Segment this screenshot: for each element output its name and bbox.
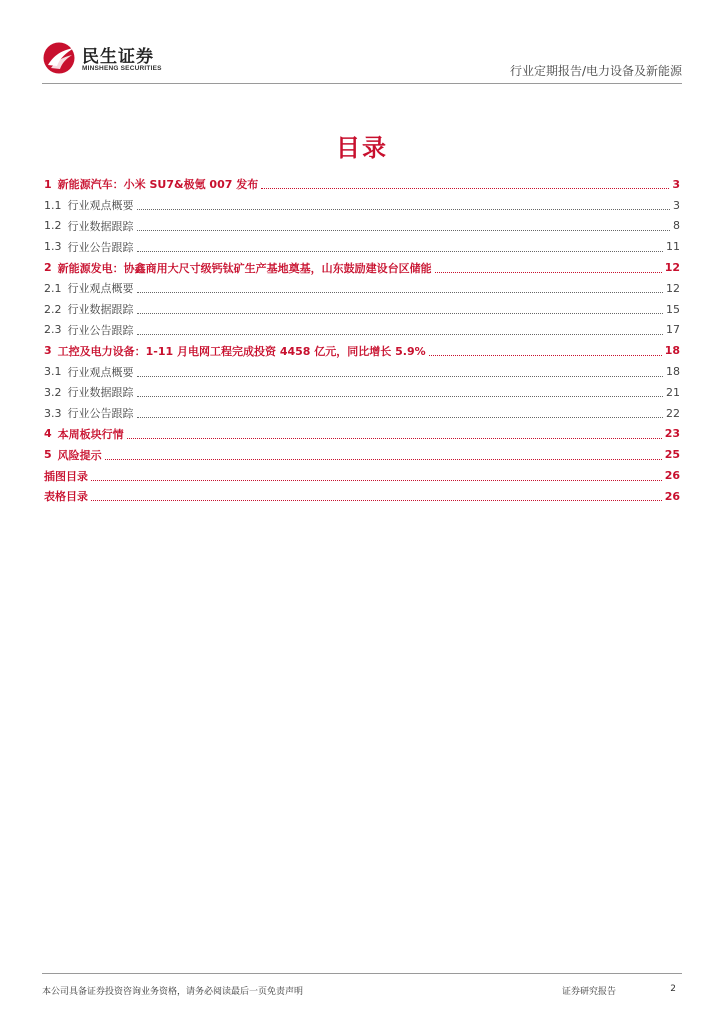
toc-entry-title: 行业公告跟踪 <box>67 323 134 337</box>
toc-dot-leader <box>429 354 662 356</box>
toc-entry-page: 23 <box>664 427 680 441</box>
toc-entry-title: 风险提示 <box>57 448 102 462</box>
company-name-en: MINSHENG SECURITIES <box>82 65 162 72</box>
toc-entry-page: 21 <box>666 385 680 399</box>
toc-entry-page: 11 <box>666 240 680 254</box>
toc-entry-title: 本周板块行情 <box>57 427 124 441</box>
toc-entry-section[interactable] <box>44 299 680 320</box>
toc-entry-chapter[interactable] <box>44 465 680 486</box>
toc-dot-leader <box>261 187 669 189</box>
toc-entry-page: 18 <box>664 344 680 358</box>
page-number: 2 <box>670 984 676 994</box>
toc-entry-title: 行业公告跟踪 <box>67 240 134 254</box>
toc-dot-leader <box>137 395 664 397</box>
toc-entry-number: 1.3 <box>44 240 62 254</box>
toc-entry-page: 12 <box>664 261 680 275</box>
toc-dot-leader <box>127 437 662 439</box>
company-name: 民生证券 <box>82 47 154 67</box>
toc-entry-chapter[interactable] <box>44 174 680 195</box>
toc-dot-leader <box>91 479 662 481</box>
toc-entry-number: 2.2 <box>44 302 62 316</box>
page-header <box>42 40 682 84</box>
toc-entry-section[interactable] <box>44 216 680 237</box>
header-divider <box>42 83 682 84</box>
toc-entry-page: 12 <box>666 281 680 295</box>
toc-dot-leader <box>137 312 664 314</box>
toc-entry-number: 4 <box>44 427 52 441</box>
toc-entry-page: 17 <box>666 323 680 337</box>
toc-entry-page: 25 <box>664 448 680 462</box>
toc-entry-title: 行业观点概要 <box>67 282 134 296</box>
toc-entry-section[interactable] <box>44 320 680 341</box>
toc-title: 目录 <box>336 134 388 162</box>
toc-entry-section[interactable] <box>44 403 680 424</box>
toc-entry-page: 8 <box>673 219 680 233</box>
toc-entry-page: 18 <box>666 365 680 379</box>
toc-entry-title: 工控及电力设备：1-11 月电网工程完成投资 4458 亿元，同比增长 5.9% <box>57 344 426 358</box>
toc-entry-title: 新能源汽车：小米 SU7&极氪 007 发布 <box>57 178 259 192</box>
toc-dot-leader <box>137 333 664 335</box>
footer-report-type: 证券研究报告 <box>562 987 617 997</box>
table-of-contents <box>44 174 680 507</box>
toc-dot-leader <box>137 416 664 418</box>
toc-entry-page: 26 <box>664 489 680 503</box>
toc-entry-number: 1 <box>44 177 52 191</box>
logo-mark-icon <box>42 41 78 75</box>
toc-entry-number: 2 <box>44 261 52 275</box>
toc-dot-leader <box>137 291 664 293</box>
toc-entry-chapter[interactable] <box>44 424 680 445</box>
toc-entry-title: 行业数据跟踪 <box>67 303 134 317</box>
footer-divider <box>42 973 682 974</box>
toc-dot-leader <box>105 458 662 460</box>
toc-entry-number: 3.3 <box>44 406 62 420</box>
toc-entry-title: 行业观点概要 <box>67 365 134 379</box>
footer-disclaimer: 本公司具备证券投资咨询业务资格，请务必阅读最后一页免责声明 <box>42 987 304 997</box>
toc-entry-section[interactable] <box>44 195 680 216</box>
toc-entry-title: 行业数据跟踪 <box>67 219 134 233</box>
toc-entry-section[interactable] <box>44 382 680 403</box>
toc-entry-number: 2.3 <box>44 323 62 337</box>
toc-entry-title: 插图目录 <box>44 469 88 483</box>
toc-entry-number: 3.1 <box>44 365 62 379</box>
toc-entry-page: 22 <box>666 406 680 420</box>
toc-dot-leader <box>137 208 671 210</box>
toc-entry-number: 2.1 <box>44 281 62 295</box>
toc-entry-title: 新能源发电：协鑫商用大尺寸级钙钛矿生产基地奠基，山东鼓励建设台区储能 <box>57 261 432 275</box>
toc-entry-title: 表格目录 <box>44 490 88 504</box>
toc-entry-page: 3 <box>673 198 680 212</box>
report-category: 行业定期报告/电力设备及新能源 <box>509 64 682 78</box>
toc-entry-title: 行业公告跟踪 <box>67 407 134 421</box>
toc-entry-chapter[interactable] <box>44 444 680 465</box>
company-logo <box>42 40 182 76</box>
toc-dot-leader <box>435 271 662 273</box>
toc-dot-leader <box>91 499 662 501</box>
toc-entry-number: 1.2 <box>44 219 62 233</box>
toc-entry-chapter[interactable] <box>44 257 680 278</box>
toc-entry-title: 行业数据跟踪 <box>67 386 134 400</box>
toc-dot-leader <box>137 229 671 231</box>
toc-entry-number: 1.1 <box>44 198 62 212</box>
toc-entry-page: 3 <box>672 177 680 191</box>
toc-dot-leader <box>137 250 664 252</box>
toc-dot-leader <box>137 375 664 377</box>
toc-entry-section[interactable] <box>44 278 680 299</box>
toc-entry-chapter[interactable] <box>44 340 680 361</box>
toc-entry-page: 26 <box>664 469 680 483</box>
toc-entry-page: 15 <box>666 302 680 316</box>
toc-entry-number: 3.2 <box>44 385 62 399</box>
toc-entry-title: 行业观点概要 <box>67 199 134 213</box>
toc-entry-number: 3 <box>44 344 52 358</box>
toc-entry-section[interactable] <box>44 361 680 382</box>
toc-entry-number: 5 <box>44 448 52 462</box>
toc-entry-section[interactable] <box>44 236 680 257</box>
toc-entry-chapter[interactable] <box>44 486 680 507</box>
